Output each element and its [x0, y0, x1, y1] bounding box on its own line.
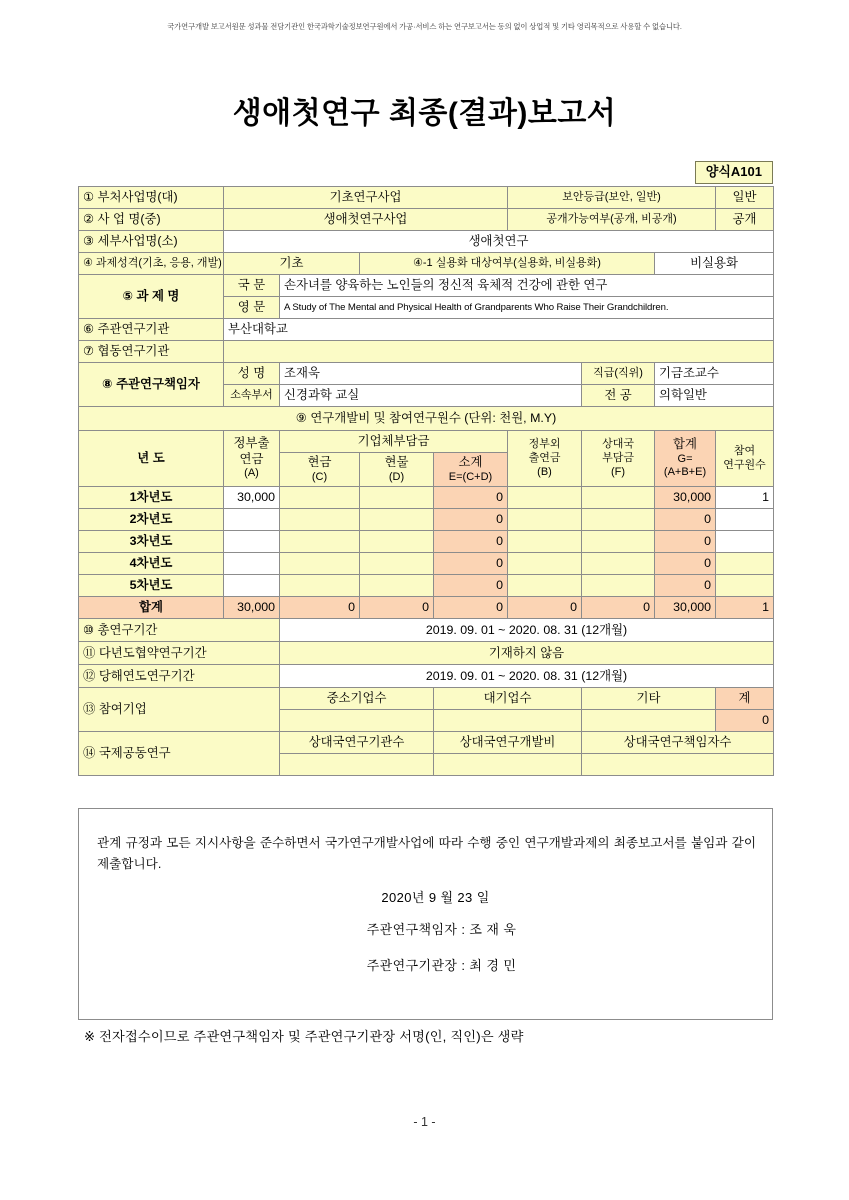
row3-value: 생애첫연구 — [224, 231, 774, 253]
funding-header-gov-label: 정부출연금 — [233, 436, 270, 466]
funding-row-gov — [224, 531, 280, 553]
funding-header-gov-code: (A) — [244, 467, 259, 480]
row5-label: ⑤ 과 제 명 — [79, 275, 224, 319]
funding-header-inkind-code: (D) — [388, 470, 405, 483]
funding-row-total: 0 — [655, 531, 716, 553]
row8-rank-value: 기금조교수 — [655, 363, 774, 385]
funding-row-people — [716, 575, 774, 597]
form-code-badge: 양식A101 — [695, 161, 773, 184]
table-row-sub-program — [79, 231, 774, 253]
row13-header-sme: 중소기업수 — [280, 688, 434, 710]
page-title: 생애첫연구 최종(결과)보고서 — [232, 97, 617, 130]
row11-value: 기재하지 않음 — [280, 642, 774, 665]
row14-header-leaders: 상대국연구책임자수 — [582, 732, 774, 754]
submission-date: 2020년 9 월 23 일 — [381, 890, 490, 905]
funding-row-inkind — [360, 531, 434, 553]
funding-header-foreign-l2: 부담금 — [602, 451, 634, 464]
row8-dept-value: 신경과학 교실 — [280, 385, 582, 407]
funding-row-gov — [224, 575, 280, 597]
row8-major-label: 전 공 — [582, 385, 655, 407]
funding-header-cash — [280, 453, 360, 487]
table-row-project-type — [79, 253, 774, 275]
row8-dept-label: 소속부서 — [224, 385, 280, 407]
row13-header-large: 대기업수 — [434, 688, 582, 710]
row11-label: ⑪ 다년도협약연구기간 — [79, 642, 280, 665]
funding-row-subtotal: 0 — [434, 531, 508, 553]
row12-label: ⑫ 당해연도연구기간 — [79, 665, 280, 688]
table-row — [79, 487, 774, 509]
funding-row-inkind — [360, 487, 434, 509]
funding-header-total-code: G=(A+B+E) — [663, 452, 707, 479]
funding-row-inkind — [360, 553, 434, 575]
funding-header-inkind — [360, 453, 434, 487]
funding-header-people-l2: 연구원수 — [723, 458, 766, 471]
row5-kor-label: 국 문 — [224, 275, 280, 297]
row8-name-label: 성 명 — [224, 363, 280, 385]
row1-sub-label: 보안등급(보안, 일반) — [508, 187, 716, 209]
row13-header-sum: 계 — [716, 688, 774, 710]
funding-row-total: 30,000 — [655, 487, 716, 509]
row13-header-other: 기타 — [582, 688, 716, 710]
row8-rank-label: 직급(직위) — [582, 363, 655, 385]
row4-sub-value: 비실용화 — [655, 253, 774, 275]
funding-header-subtotal-code: E=(C+D) — [448, 470, 493, 483]
funding-header-total — [655, 431, 716, 487]
signature-principal-investigator: 주관연구책임자 : 조 재 욱 — [366, 922, 517, 937]
funding-header-nongov-l1: 정부외 — [528, 438, 561, 450]
row14-value-funding — [434, 754, 582, 776]
funding-header-foreign-code: (F) — [610, 465, 626, 478]
row2-sub-label: 공개가능여부(공개, 비공개) — [508, 209, 716, 231]
funding-row-cash — [280, 487, 360, 509]
row2-value: 생애첫연구사업 — [224, 209, 508, 231]
submission-statement-text: 관계 규정과 모든 지시사항을 준수하면서 국가연구개발사업에 따라 수행 중인 연구개발과제의 최종보고서를 붙임과 같이 제출합니다. — [97, 836, 756, 871]
funding-row-year: 2차년도 — [79, 509, 224, 531]
funding-row-year: 1차년도 — [79, 487, 224, 509]
funding-header-nongov-l2: 출연금 — [528, 451, 561, 464]
funding-row-nongov — [508, 553, 582, 575]
funding-header-subtotal — [434, 453, 508, 487]
row4-label: ④ 과제성격(기초, 응용, 개발) — [79, 253, 224, 275]
row14-label: ⑭ 국제공동연구 — [79, 732, 280, 776]
table-row — [79, 531, 774, 553]
funding-header-gov — [224, 431, 280, 487]
funding-row-inkind — [360, 575, 434, 597]
row1-label: ① 부처사업명(대) — [79, 187, 224, 209]
funding-total-total: 30,000 — [655, 597, 716, 619]
funding-total-foreign: 0 — [582, 597, 655, 619]
funding-row-year: 5차년도 — [79, 575, 224, 597]
funding-row-inkind — [360, 509, 434, 531]
funding-caption: ⑨ 연구개발비 및 참여연구원수 (단위: 천원, M.Y) — [79, 407, 774, 431]
funding-header-foreign — [582, 431, 655, 487]
funding-row-subtotal: 0 — [434, 553, 508, 575]
table-row — [79, 575, 774, 597]
funding-row-cash — [280, 553, 360, 575]
row12-value: 2019. 09. 01 ~ 2020. 08. 31 (12개월) — [280, 665, 774, 688]
table-row-multiyear-period — [79, 642, 774, 665]
funding-row-nongov — [508, 531, 582, 553]
funding-row-gov — [224, 509, 280, 531]
table-row-current-period — [79, 665, 774, 688]
funding-row-gov — [224, 553, 280, 575]
funding-header-foreign-l1: 상대국 — [602, 438, 634, 450]
funding-total-subtotal: 0 — [434, 597, 508, 619]
funding-header-nongov-code: (B) — [537, 465, 552, 478]
funding-row-gov: 30,000 — [224, 487, 280, 509]
signature-institution-head: 주관연구기관장 : 최 경 민 — [366, 958, 517, 973]
row8-label: ⑧ 주관연구책임자 — [79, 363, 224, 407]
row7-label: ⑦ 협동연구기관 — [79, 341, 224, 363]
funding-row-nongov — [508, 509, 582, 531]
row14-value-leaders — [582, 754, 774, 776]
funding-total-people: 1 — [716, 597, 774, 619]
row5-eng-value: A Study of The Mental and Physical Health of Grandparents Who Raise Their Grandchildren. — [280, 297, 774, 319]
funding-row-people: 1 — [716, 487, 774, 509]
row13-value-other — [582, 710, 716, 732]
row13-label: ⑬ 참여기업 — [79, 688, 280, 732]
table-row — [79, 509, 774, 531]
funding-header-cash-label: 현금 — [307, 455, 332, 469]
funding-row-people — [716, 531, 774, 553]
row14-header-institutions: 상대국연구기관수 — [280, 732, 434, 754]
table-row-program-name — [79, 209, 774, 231]
table-row-pi-name — [79, 363, 774, 385]
funding-total-row — [79, 597, 774, 619]
table-row-participating-companies-header — [79, 688, 774, 710]
funding-row-year: 3차년도 — [79, 531, 224, 553]
funding-row-cash — [280, 531, 360, 553]
funding-header-people — [716, 431, 774, 487]
funding-row-foreign — [582, 553, 655, 575]
funding-header-people-l1: 참여 — [733, 444, 756, 457]
table-row-total-period — [79, 619, 774, 642]
funding-header-nongov — [508, 431, 582, 487]
table-row-cooperating-institution — [79, 341, 774, 363]
page-number: - 1 - — [413, 1115, 436, 1129]
funding-row-total: 0 — [655, 509, 716, 531]
funding-row-total: 0 — [655, 553, 716, 575]
row4-value: 기초 — [224, 253, 360, 275]
funding-row-year: 4차년도 — [79, 553, 224, 575]
funding-total-nongov: 0 — [508, 597, 582, 619]
funding-row-subtotal: 0 — [434, 509, 508, 531]
row14-header-funding: 상대국연구개발비 — [434, 732, 582, 754]
funding-row-foreign — [582, 487, 655, 509]
row2-sub-value: 공개 — [716, 209, 774, 231]
submission-statement-box — [78, 808, 773, 1020]
row7-value — [224, 341, 774, 363]
signature-omission-note: ※ 전자접수이므로 주관연구책임자 및 주관연구기관장 서명(인, 직인)은 생략 — [84, 1029, 524, 1044]
row8-major-value: 의학일반 — [655, 385, 774, 407]
funding-total-inkind: 0 — [360, 597, 434, 619]
table-row-intl-collab-header — [79, 732, 774, 754]
table-row-title-kor — [79, 275, 774, 297]
row8-name-value: 조재욱 — [280, 363, 582, 385]
funding-header-total-label: 합계 — [673, 437, 697, 452]
funding-total-gov: 30,000 — [224, 597, 280, 619]
funding-header-year: 년 도 — [79, 431, 224, 487]
copyright-notice: 국가연구개발 보고서원문 성과물 전담기관인 한국과학기술정보연구원에서 가공·서비스 하는 연구보고서는 동의 없이 상업적 및 기타 영리목적으로 사용할 수 없습니다. — [167, 22, 682, 31]
row10-value: 2019. 09. 01 ~ 2020. 08. 31 (12개월) — [280, 619, 774, 642]
funding-header-cash-code: (C) — [311, 470, 328, 483]
funding-row-people — [716, 553, 774, 575]
table-row-funding-caption — [79, 407, 774, 431]
table-row — [79, 553, 774, 575]
funding-total-year: 합계 — [79, 597, 224, 619]
row3-label: ③ 세부사업명(소) — [79, 231, 224, 253]
funding-header-inkind-label: 현물 — [384, 455, 409, 469]
funding-row-cash — [280, 509, 360, 531]
funding-row-foreign — [582, 575, 655, 597]
funding-total-cash: 0 — [280, 597, 360, 619]
row1-value: 기초연구사업 — [224, 187, 508, 209]
row13-value-sum: 0 — [716, 710, 774, 732]
row6-label: ⑥ 주관연구기관 — [79, 319, 224, 341]
funding-header-subtotal-label: 소계 — [458, 455, 483, 469]
funding-row-subtotal: 0 — [434, 487, 508, 509]
table-row-dept-program — [79, 187, 774, 209]
funding-row-foreign — [582, 509, 655, 531]
funding-header-row-1 — [79, 431, 774, 453]
row1-sub-value: 일반 — [716, 187, 774, 209]
row13-value-sme — [280, 710, 434, 732]
funding-row-foreign — [582, 531, 655, 553]
funding-header-corp-group: 기업체부담금 — [280, 431, 508, 453]
funding-row-total: 0 — [655, 575, 716, 597]
funding-row-cash — [280, 575, 360, 597]
row13-value-large — [434, 710, 582, 732]
table-row-lead-institution — [79, 319, 774, 341]
row10-label: ⑩ 총연구기간 — [79, 619, 280, 642]
row6-value: 부산대학교 — [224, 319, 774, 341]
row5-eng-label: 영 문 — [224, 297, 280, 319]
funding-row-nongov — [508, 575, 582, 597]
funding-row-subtotal: 0 — [434, 575, 508, 597]
row5-kor-value: 손자녀를 양육하는 노인들의 정신적 육체적 건강에 관한 연구 — [280, 275, 774, 297]
row14-value-institutions — [280, 754, 434, 776]
funding-row-nongov — [508, 487, 582, 509]
form-badge-row — [78, 161, 773, 184]
row2-label: ② 사 업 명(중) — [79, 209, 224, 231]
row4-sub-label: ④-1 실용화 대상여부(실용화, 비실용화) — [360, 253, 655, 275]
funding-row-people — [716, 509, 774, 531]
report-cover-table — [78, 186, 774, 776]
